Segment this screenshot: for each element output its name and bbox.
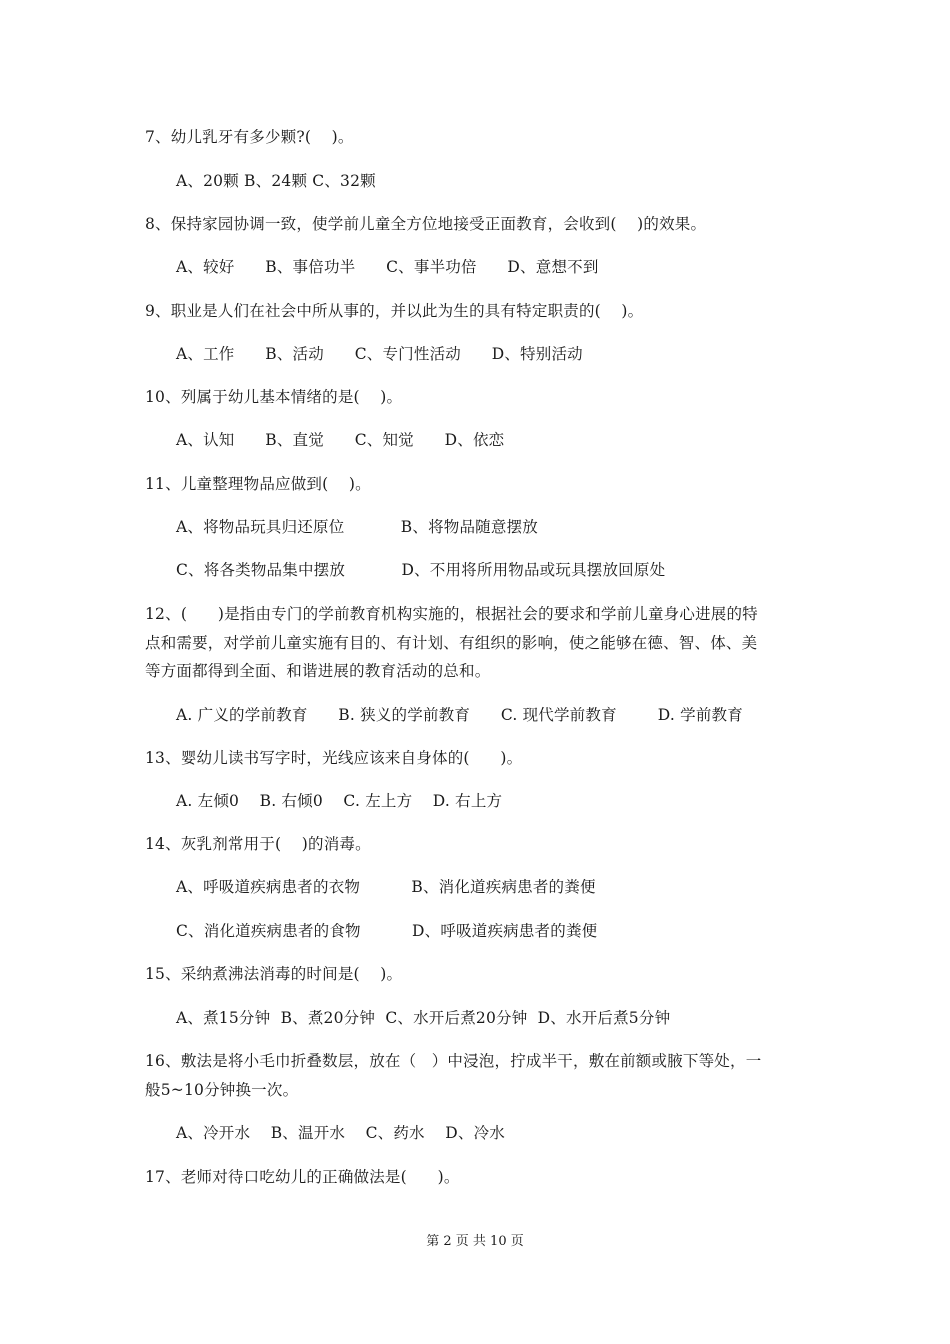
question-8-options: A、较好 B、事倍功半 C、事半功倍 D、意想不到 (176, 258, 599, 276)
question-12-options: A. 广义的学前教育 B. 狭义的学前教育 C. 现代学前教育 D. 学前教育 (176, 706, 743, 724)
question-14-options-cd: C、消化道疾病患者的食物 D、呼吸道疾病患者的粪便 (176, 922, 598, 940)
question-7-options: A、20颗 B、24颗 C、32颗 (176, 172, 376, 190)
question-11: 11、儿童整理物品应做到( )。 (145, 475, 371, 493)
question-8: 8、保持家园协调一致，使学前儿童全方位地接受正面教育，会收到( )的效果。 (145, 215, 707, 233)
question-7: 7、幼儿乳牙有多少颗?( )。 (145, 128, 354, 146)
question-11-options-cd: C、将各类物品集中摆放 D、不用将所用物品或玩具摆放回原处 (176, 561, 666, 579)
question-15: 15、采纳煮沸法消毒的时间是( )。 (145, 965, 403, 983)
question-16-line-1: 16、敷法是将小毛巾折叠数层，放在（ ）中浸泡，拧成半干，敷在前额或腋下等处，一 (145, 1052, 762, 1070)
question-15-options: A、煮15分钟 B、煮20分钟 C、水开后煮20分钟 D、水开后煮5分钟 (176, 1009, 671, 1027)
question-9: 9、职业是人们在社会中所从事的，并以此为生的具有特定职责的( )。 (145, 302, 644, 320)
question-12-line-2: 点和需要，对学前儿童实施有目的、有计划、有组织的影响，使之能够在德、智、体、美 (145, 634, 758, 652)
question-14-options-ab: A、呼吸道疾病患者的衣物 B、消化道疾病患者的粪便 (176, 878, 596, 896)
page-footer: 第 2 页 共 10 页 (426, 1234, 524, 1249)
question-14: 14、灰乳剂常用于( )的消毒。 (145, 835, 371, 853)
question-13: 13、婴幼儿读书写字时，光线应该来自身体的( )。 (145, 749, 523, 767)
question-12-line-1: 12、( )是指由专门的学前教育机构实施的，根据社会的要求和学前儿童身心进展的特 (145, 605, 758, 623)
question-13-options: A. 左倾0 B. 右倾0 C. 左上方 D. 右上方 (176, 792, 503, 810)
question-10-options: A、认知 B、直觉 C、知觉 D、依恋 (176, 431, 505, 449)
question-9-options: A、工作 B、活动 C、专门性活动 D、特别活动 (176, 345, 583, 363)
question-10: 10、列属于幼儿基本情绪的是( )。 (145, 388, 403, 406)
question-16-line-2: 般5~10分钟换一次。 (145, 1081, 299, 1099)
question-11-options-ab: A、将物品玩具归还原位 B、将物品随意摆放 (176, 518, 538, 536)
question-17: 17、老师对待口吃幼儿的正确做法是( )。 (145, 1168, 460, 1186)
question-12-line-3: 等方面都得到全面、和谐进展的教育活动的总和。 (145, 662, 491, 680)
question-16-options: A、冷开水 B、温开水 C、药水 D、冷水 (176, 1124, 505, 1142)
